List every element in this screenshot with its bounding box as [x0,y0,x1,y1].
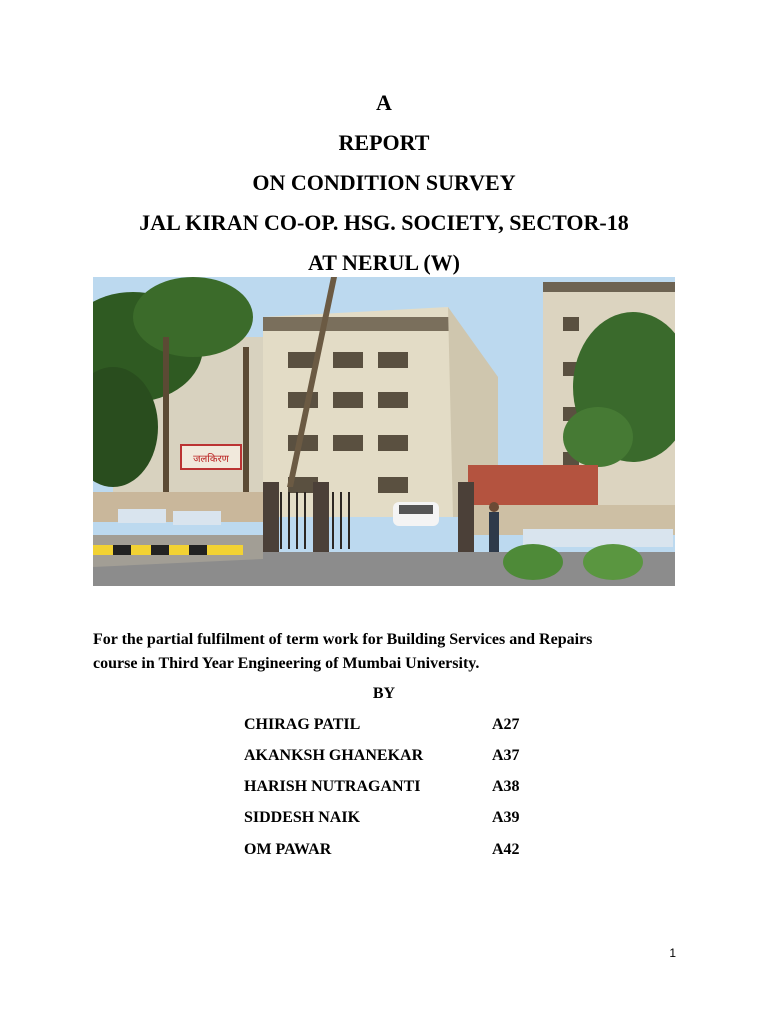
sign-text: जलकिरण [193,454,229,465]
author-roll-number: A37 [492,747,520,764]
author-name: HARISH NUTRAGANTI [244,778,421,795]
author-name: CHIRAG PATIL [244,716,361,733]
by-label: BY [372,685,396,702]
author-roll-number: A27 [492,716,520,733]
title-line-report: REPORT [338,130,430,155]
title-line-a: A [376,90,392,115]
author-roll-number: A42 [492,841,520,858]
author-name: OM PAWAR [244,841,332,858]
author-row [244,809,564,831]
building-photo [93,277,675,586]
description-line-2: course in Third Year Engineering of Mumbai University. [93,655,480,672]
author-row [244,841,564,863]
author-name: AKANKSH GHANEKAR [244,747,424,764]
author-row [244,716,564,738]
author-roll-number: A39 [492,809,520,826]
author-row [244,747,564,769]
title-line-location: AT NERUL (W) [308,250,460,275]
title-line-subject: ON CONDITION SURVEY [252,170,516,195]
author-row [244,778,564,800]
description-line-1: For the partial fulfilment of term work for Building Services and Repairs [93,631,593,648]
author-roll-number: A38 [492,778,520,795]
title-line-society: JAL KIRAN CO-OP. HSG. SOCIETY, SECTOR-18 [139,210,629,235]
author-name: SIDDESH NAIK [244,809,361,826]
page-number: 1 [669,946,676,960]
